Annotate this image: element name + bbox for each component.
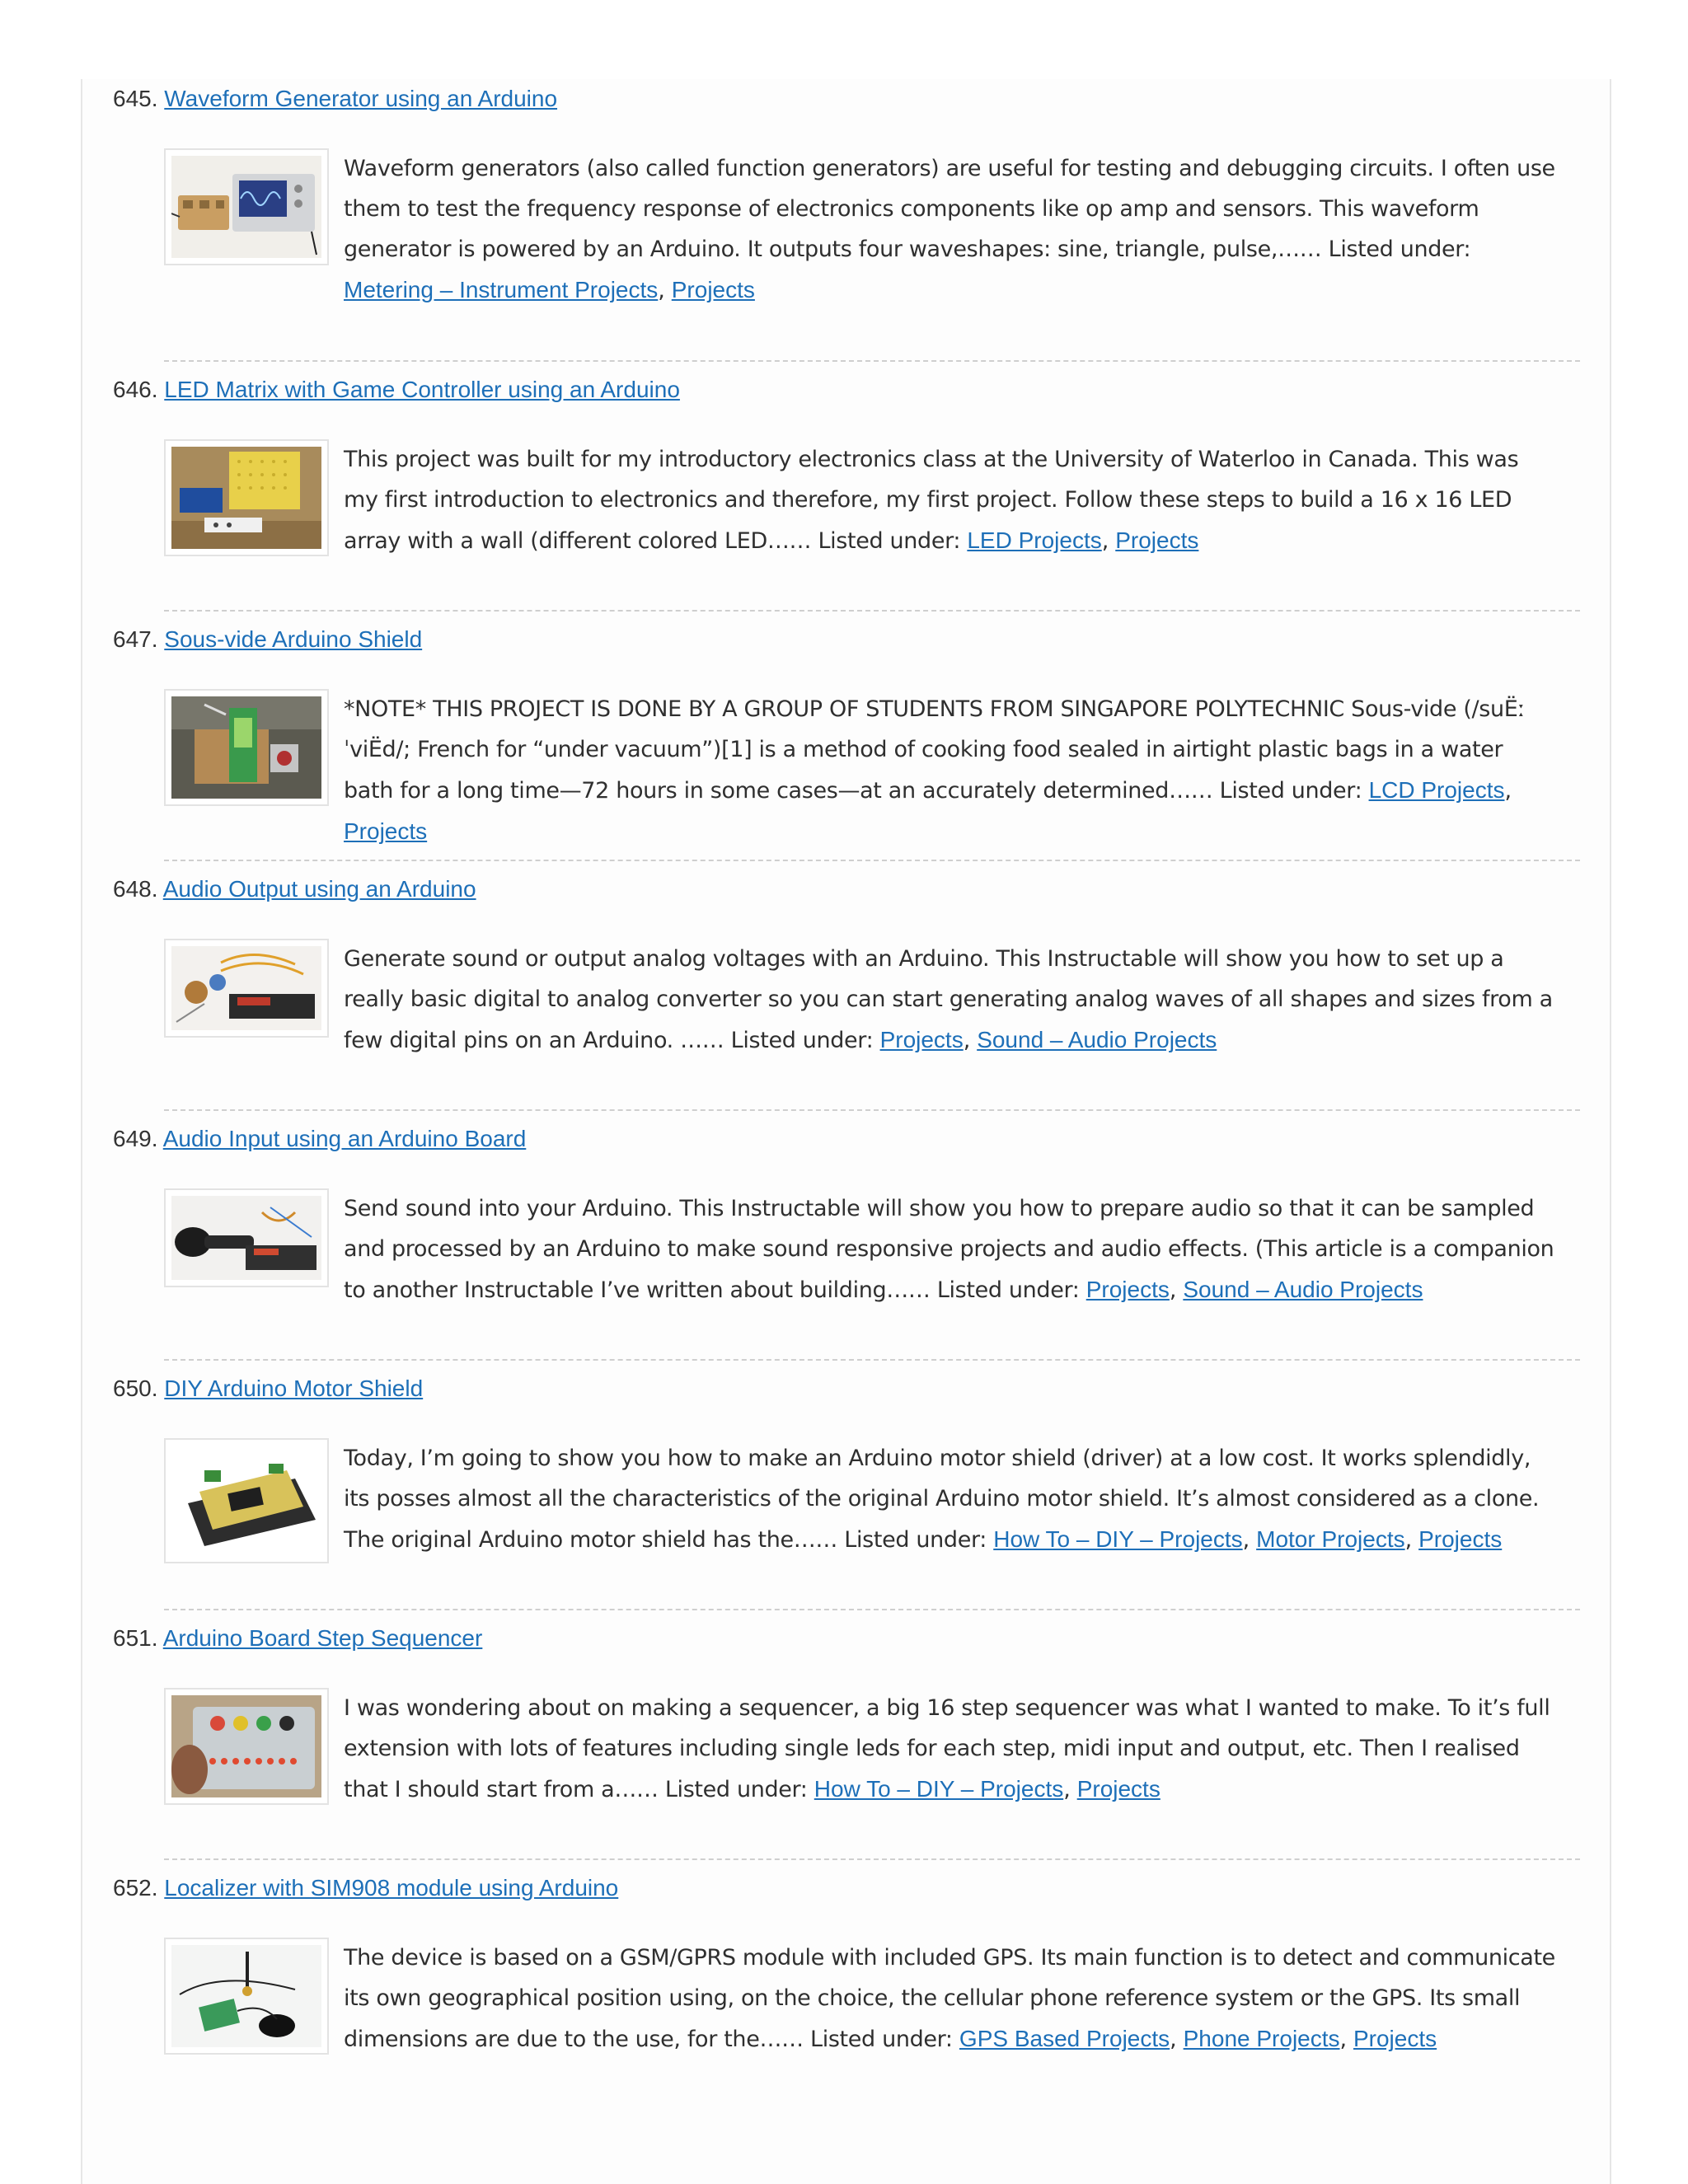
- entry-divider: [164, 1858, 1580, 1860]
- entry-title-link[interactable]: Waveform Generator using an Arduino: [164, 86, 558, 111]
- entry-number: 649.: [113, 1126, 158, 1151]
- project-entry: [113, 372, 1580, 619]
- entry-divider: [164, 1609, 1580, 1610]
- listed-under-label: Listed under:: [844, 1527, 987, 1553]
- motor-shield-photo-icon: [171, 1446, 321, 1556]
- category-link[interactable]: Projects: [671, 277, 755, 302]
- entry-number: 648.: [113, 876, 158, 902]
- category-link[interactable]: Projects: [1076, 1776, 1160, 1802]
- entry-number: 646.: [113, 377, 158, 402]
- project-entry: [113, 1121, 1580, 1368]
- audio-output-thumbnail[interactable]: [164, 939, 329, 1038]
- led-matrix-thumbnail[interactable]: [164, 439, 329, 556]
- waveform-generator-photo-icon: [171, 156, 321, 258]
- entry-divider: [164, 360, 1580, 362]
- entry-number: 650.: [113, 1376, 158, 1401]
- entry-description-text: Today, I’m going to show you how to make an Arduino motor shield (driver) at a low cost. It works splendidly, its posses almost all the characteristics of the original Arduino motor shield. It’s almost considered as a clone. The original Arduino motor shield has the……: [344, 1446, 1540, 1553]
- entry-description: The device is based on a GSM/GPRS module with included GPS. Its main function is to detect and communicate its own geographical position using, on the choice, the cellular phone reference system or the GPS. Its small dimensions are due to the use, for the…… Listed under: GPS Based Projects, Phone Projects, Projects: [344, 1945, 1555, 2052]
- category-link[interactable]: Phone Projects: [1183, 2026, 1340, 2051]
- category-link[interactable]: How To – DIY – Projects: [814, 1776, 1064, 1802]
- led-matrix-photo-icon: [171, 447, 321, 549]
- step-sequencer-photo-icon: [171, 1695, 321, 1797]
- sous-vide-shield-thumbnail[interactable]: [164, 689, 329, 806]
- entry-heading: [113, 81, 557, 117]
- category-link[interactable]: Projects: [344, 818, 428, 844]
- entry-title-link[interactable]: Sous-vide Arduino Shield: [164, 626, 423, 652]
- listed-under-label: Listed under:: [810, 2027, 953, 2052]
- entry-number: 647.: [113, 626, 158, 652]
- entry-heading: [113, 1870, 618, 1906]
- category-link[interactable]: Projects: [879, 1027, 964, 1052]
- entry-description: Waveform generators (also called function generators) are useful for testing and debugging circuits. I often use them to test the frequency response of electronics components like op amp and sensors. This waveform generator is powered by an Arduino. It outputs four waveshapes: sine, triangle, pulse,…… Listed under: Metering – Instrument Projects, Projects: [344, 156, 1555, 303]
- entry-divider: [164, 610, 1580, 612]
- motor-shield-thumbnail[interactable]: [164, 1438, 329, 1563]
- step-sequencer-thumbnail[interactable]: [164, 1688, 329, 1805]
- listed-under-label: Listed under:: [818, 528, 961, 554]
- entry-description-text: Waveform generators (also called function generators) are useful for testing and debugging circuits. I often use them to test the frequency response of electronics components like op amp and sensors. This waveform generator is powered by an Arduino. It outputs four waveshapes: sine, triangle, pulse,……: [344, 156, 1555, 262]
- audio-output-photo-icon: [171, 946, 321, 1030]
- listed-under-label: Listed under:: [664, 1777, 808, 1802]
- entry-number: 645.: [113, 86, 158, 111]
- audio-input-thumbnail[interactable]: [164, 1188, 329, 1287]
- entry-description: I was wondering about on making a sequencer, a big 16 step sequencer was what I wanted to make. To it’s full extension with lots of features including single leds for each step, midi input and output, etc. Then I realised that I should start from a…… Listed under: How To – DIY – Projects, Projects: [344, 1695, 1550, 1802]
- category-link[interactable]: GPS Based Projects: [959, 2026, 1170, 2051]
- gps-localizer-thumbnail[interactable]: [164, 1938, 329, 2055]
- entry-heading: [113, 1620, 482, 1657]
- gps-localizer-photo-icon: [171, 1945, 321, 2047]
- entry-description-text: The device is based on a GSM/GPRS module with included GPS. Its main function is to detect and communicate its own geographical position using, on the choice, the cellular phone reference system or the GPS. Its small dimensions are due to the use, for the……: [344, 1945, 1555, 2052]
- waveform-generator-thumbnail[interactable]: [164, 148, 329, 265]
- listed-under-label: Listed under:: [1219, 778, 1362, 804]
- entry-description: Send sound into your Arduino. This Instructable will show you how to prepare audio so that it can be sampled and processed by an Arduino to make sound responsive projects and audio effects. (This article is a companion to another Instructable I’ve written about building…… Listed under: Projects, Sound – Audio Projects: [344, 1196, 1554, 1303]
- entry-description: *NOTE* THIS PROJECT IS DONE BY A GROUP OF STUDENTS FROM SINGAPORE POLYTECHNIC Sous-vide (/suËːˈviËd/; French for “under vacuum”)[1] is a method of cooking food sealed in airtight plastic bags in a water bath for a long time—72 hours in some cases—at an accurately determined…… Listed under: LCD Projects, Projects: [344, 696, 1526, 844]
- project-entry: [113, 621, 1580, 869]
- entry-description: Today, I’m going to show you how to make an Arduino motor shield (driver) at a low cost. It works splendidly, its posses almost all the characteristics of the original Arduino motor shield. It’s almost considered as a clone. The original Arduino motor shield has the…… Listed under: How To – DIY – Projects, Motor Projects, Projects: [344, 1446, 1540, 1553]
- entry-divider: [164, 1109, 1580, 1111]
- listed-under-label: Listed under:: [936, 1277, 1080, 1303]
- category-link[interactable]: Sound – Audio Projects: [977, 1027, 1217, 1052]
- entry-number: 651.: [113, 1625, 158, 1651]
- entry-heading: [113, 1371, 423, 1407]
- category-link[interactable]: Motor Projects: [1256, 1526, 1405, 1552]
- project-entry: [113, 1371, 1580, 1618]
- category-link[interactable]: Metering – Instrument Projects: [344, 277, 659, 302]
- category-link[interactable]: LCD Projects: [1368, 777, 1505, 803]
- listed-under-label: Listed under:: [730, 1028, 874, 1053]
- entry-description-text: Generate sound or output analog voltages with an Arduino. This Instructable will show you how to set up a really basic digital to analog converter so you can start generating analog waves of all shapes and sizes from a few digital pins on an Arduino. ……: [344, 946, 1553, 1053]
- entry-divider: [164, 1359, 1580, 1361]
- entry-description: This project was built for my introductory electronics class at the University of Waterloo in Canada. This was my first introduction to electronics and therefore, my first project. Follow these steps to build a 16 x 16 LED array with a wall (different colored LED…… Listed under: LED Projects, Projects: [344, 447, 1519, 554]
- entry-number: 652.: [113, 1875, 158, 1900]
- entry-title-link[interactable]: Audio Input using an Arduino Board: [162, 1126, 527, 1151]
- entry-title-link[interactable]: DIY Arduino Motor Shield: [164, 1376, 424, 1401]
- entry-description-text: Send sound into your Arduino. This Instructable will show you how to prepare audio so that it can be sampled and processed by an Arduino to make sound responsive projects and audio effects. (This article is a companion to another Instructable I’ve written about building……: [344, 1196, 1554, 1303]
- entry-title-link[interactable]: Audio Output using an Arduino: [162, 876, 476, 902]
- entry-title-link[interactable]: Arduino Board Step Sequencer: [162, 1625, 483, 1651]
- category-link[interactable]: Projects: [1418, 1526, 1503, 1552]
- entry-description: Generate sound or output analog voltages with an Arduino. This Instructable will show you how to set up a really basic digital to analog converter so you can start generating analog waves of all shapes and sizes from a few digital pins on an Arduino. …… Listed under: Projects, Sound – Audio Projects: [344, 946, 1553, 1053]
- project-entry: [113, 871, 1580, 1118]
- entry-description-text: I was wondering about on making a sequencer, a big 16 step sequencer was what I wanted to make. To it’s full extension with lots of features including single leds for each step, midi input and output, etc. Then I realised that I should start from a……: [344, 1695, 1550, 1802]
- category-link[interactable]: Sound – Audio Projects: [1183, 1277, 1423, 1302]
- project-entry: [113, 1620, 1580, 1868]
- category-link[interactable]: Projects: [1115, 527, 1199, 553]
- category-link[interactable]: Projects: [1085, 1277, 1170, 1302]
- entry-heading: [113, 1121, 526, 1157]
- entry-description-text: This project was built for my introductory electronics class at the University of Waterloo in Canada. This was my first introduction to electronics and therefore, my first project. Follow these steps to build a 16 x 16 LED array with a wall (different colored LED……: [344, 447, 1519, 554]
- category-link[interactable]: LED Projects: [967, 527, 1102, 553]
- entry-heading: [113, 372, 680, 408]
- listed-under-label: Listed under:: [1328, 237, 1471, 262]
- project-entry: [113, 81, 1580, 328]
- project-entry: [113, 1870, 1580, 2117]
- category-link[interactable]: Projects: [1353, 2026, 1437, 2051]
- sous-vide-shield-photo-icon: [171, 696, 321, 799]
- entry-heading: [113, 871, 476, 907]
- entry-divider: [164, 860, 1580, 861]
- entry-description-text: *NOTE* THIS PROJECT IS DONE BY A GROUP OF STUDENTS FROM SINGAPORE POLYTECHNIC Sous-vide (/suËːˈviËd/; French for “under vacuum”)[1] is a method of cooking food sealed in airtight plastic bags in a water bath for a long time—72 hours in some cases—at an accurately determined……: [344, 696, 1526, 804]
- entry-title-link[interactable]: LED Matrix with Game Controller using an Arduino: [164, 377, 680, 402]
- entry-title-link[interactable]: Localizer with SIM908 module using Arduino: [164, 1875, 619, 1900]
- category-link[interactable]: How To – DIY – Projects: [993, 1526, 1243, 1552]
- entry-heading: [113, 621, 422, 658]
- audio-input-photo-icon: [171, 1196, 321, 1280]
